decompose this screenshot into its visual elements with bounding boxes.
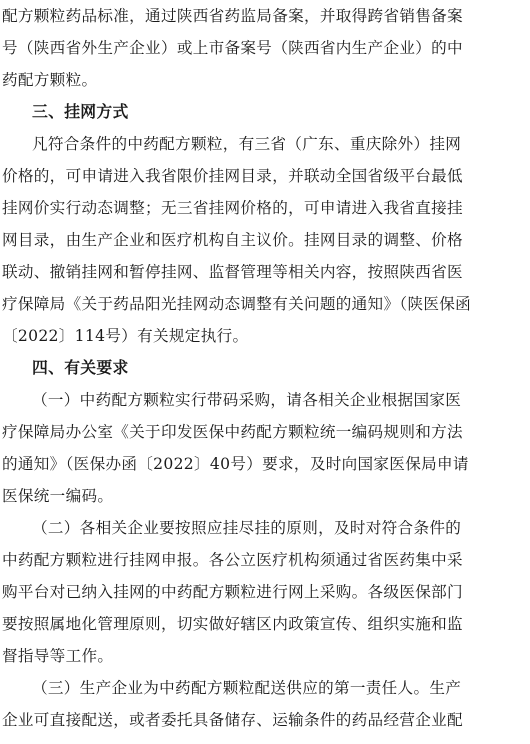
paragraph-line: 疗保障局办公室《关于印发医保中药配方颗粒统一编码规则和方法 — [2, 423, 463, 441]
paragraph-line: 配方颗粒药品标准，通过陕西省药监局备案，并取得跨省销售备案 — [2, 7, 463, 25]
section-heading: 三、挂网方式 — [32, 102, 129, 121]
paragraph-line: （三）生产企业为中药配方颗粒配送供应的第一责任人。生产 — [32, 679, 462, 697]
paragraph-line: 号（陕西省外生产企业）或上市备案号（陕西省内生产企业）的中 — [2, 39, 463, 57]
paragraph-line: 的通知》（医保办函〔2022〕40号）要求，及时向国家医保局申请 — [2, 455, 469, 473]
paragraph-line: 要按照属地化管理原则，切实做好辖区内政策宣传、组织实施和监 — [2, 615, 463, 633]
paragraph-line: 凡符合条件的中药配方颗粒，有三省（广东、重庆除外）挂网 — [32, 135, 462, 153]
paragraph-line: 价格的，可申请进入我省限价挂网目录，并联动全国省级平台最低 — [2, 167, 463, 185]
paragraph-line: 医保统一编码。 — [2, 487, 114, 505]
paragraph-line: 疗保障局《关于药品阳光挂网动态调整有关问题的通知》（陕医保函 — [2, 295, 472, 313]
paragraph-line: 企业可直接配送，或者委托具备储存、运输条件的药品经营企业配 — [2, 711, 463, 729]
paragraph-line: 中药配方颗粒进行挂网申报。各公立医疗机构须通过省医药集中采 — [2, 551, 463, 569]
paragraph-line: 购平台对已纳入挂网的中药配方颗粒进行网上采购。各级医保部门 — [2, 583, 463, 601]
paragraph-line: 药配方颗粒。 — [2, 71, 98, 89]
paragraph-line: 联动、撤销挂网和暂停挂网、监督管理等相关内容，按照陕西省医 — [2, 263, 463, 281]
paragraph-line: （二）各相关企业要按照应挂尽挂的原则，及时对符合条件的 — [32, 519, 462, 537]
paragraph-line: （一）中药配方颗粒实行带码采购，请各相关企业根据国家医 — [32, 391, 462, 409]
section-heading: 四、有关要求 — [32, 358, 129, 377]
paragraph-line: 督指导等工作。 — [2, 647, 114, 665]
paragraph-line: 挂网价实行动态调整；无三省挂网价格的，可申请进入我省直接挂 — [2, 199, 463, 217]
paragraph-line: 网目录，由生产企业和医疗机构自主议价。挂网目录的调整、价格 — [2, 231, 463, 249]
paragraph-line: 〔2022〕114号）有关规定执行。 — [2, 327, 249, 345]
